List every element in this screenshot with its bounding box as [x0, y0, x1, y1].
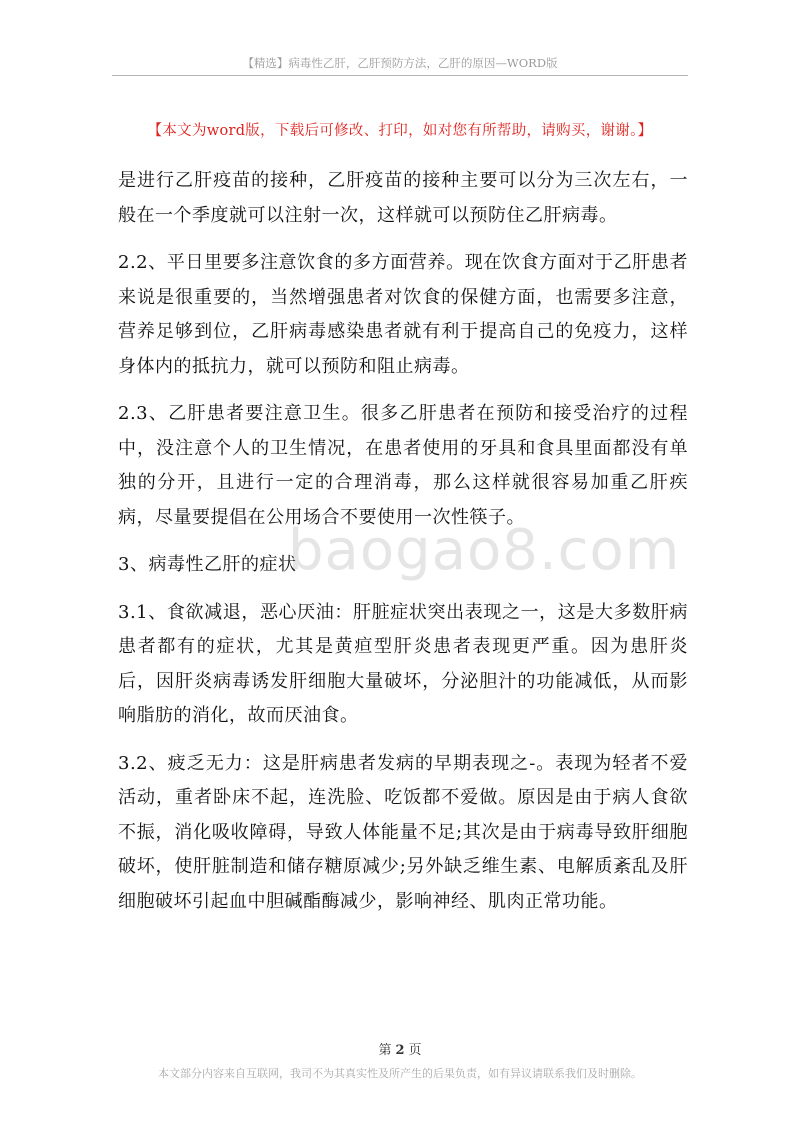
document-body — [118, 164, 688, 932]
page-number-suffix: 页 — [408, 1043, 422, 1058]
download-notice: 【本文为word版，下载后可修改、打印，如对您有所帮助，请购买，谢谢。】 — [147, 123, 653, 139]
page-number — [0, 1039, 800, 1058]
paragraph-2-2-diet: 2.2、平日里要多注意饮食的多方面营养。现在饮食方面对于乙肝患者来说是很重要的，当然增强患者对饮食的保健方面，也需要多注意，营养足够到位，乙肝病毒感染患者就有利于提高自己的免疫力，这样身体内的抵抗力，就可以预防和阻止病毒。 — [118, 252, 688, 377]
page-number-value: 2 — [395, 1043, 405, 1058]
page-header: 【精选】病毒性乙肝，乙肝预防方法，乙肝的原因—WORD版 — [242, 56, 558, 70]
header-divider — [112, 75, 688, 76]
watermark: baogao8.com — [288, 518, 681, 583]
paragraph-3-1-appetite: 3.1、食欲减退，恶心厌油：肝脏症状突出表现之一，这是大多数肝病患者都有的症状，尤其是黄疸型肝炎患者表现更严重。因为患肝炎后，因肝炎病毒诱发肝细胞大量破坏，分泌胆汁的功能减低，从而影响脂肪的消化，故而厌油食。 — [118, 601, 688, 726]
paragraph-2-3-hygiene: 2.3、乙肝患者要注意卫生。很多乙肝患者在预防和接受治疗的过程中，没注意个人的卫生情况，在患者使用的牙具和食具里面都没有单独的分开，且进行一定的合理消毒，那么这样就很容易加重乙肝疾病，尽量要提倡在公用场合不要使用一次性筷子。 — [118, 403, 688, 528]
paragraph-3-2-fatigue: 3.2、疲乏无力：这是肝病患者发病的早期表现之-。表现为轻者不爱活动，重者卧床不起，连洗脸、吃饭都不爱做。原因是由于病人食欲不振，消化吸收障碍，导致人体能量不足;其次是由于病毒导致肝细胞破坏，使肝脏制造和储存糖原减少;另外缺乏维生素、电解质紊乱及肝细胞破坏引起血中胆碱酯酶减少，影响神经、肌肉正常功能。 — [118, 752, 688, 912]
footer-disclaimer: 本文部分内容来自互联网，我司不为其真实性及所产生的后果负责，如有异议请联系我们及时删除。 — [158, 1067, 642, 1080]
section-heading-symptoms: 3、病毒性乙肝的症状 — [118, 554, 297, 575]
page-number-prefix: 第 — [378, 1043, 392, 1058]
paragraph-vaccine: 是进行乙肝疫苗的接种，乙肝疫苗的接种主要可以分为三次左右，一般在一个季度就可以注射一次，这样就可以预防住乙肝病毒。 — [118, 170, 688, 226]
